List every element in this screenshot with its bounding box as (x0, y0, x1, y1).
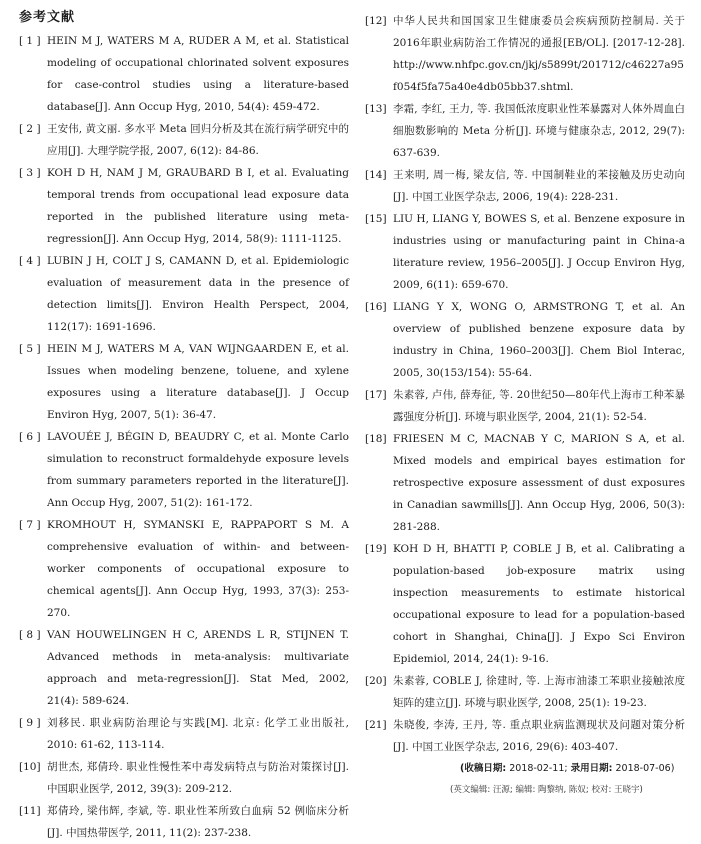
reference-text: 中华人民共和国国家卫生健康委员会疾病预防控制局. 关于2016年职业病防治工作情况的通报[EB/OL]. [2017-12-28]. http://www.nhfpc.gov.cn/jkj/s5899t/201712/c46227a95f054f5fa75a40e4db05bb37.shtml. (393, 15, 685, 93)
reference-text: VAN HOUWELINGEN H C, ARENDS L R, STIJNEN T. Advanced methods in meta-analysis: multivariate approach and meta-regression[J]. Stat Med, 2002, 21(4): 589-624. (47, 629, 349, 707)
reference-number: [21] (365, 719, 387, 731)
reference-number: [19] (365, 543, 387, 555)
reference-item (19, 514, 349, 624)
references-left-column (19, 30, 349, 844)
reference-number: [11] (19, 805, 41, 817)
reference-text: FRIESEN M C, MACNAB Y C, MARION S A, et al. Mixed models and empirical bayes estimation for retrospective exposure assessment of dust exposures in Canadian sawmills[J]. Ann Occup Hyg, 2006, 50(3): 281-288. (393, 433, 685, 533)
reference-text: KOH D H, BHATTI P, COBLE J B, et al. Calibrating a population-based job-exposure matrix using inspection measurements to estimate historical occupational exposure to lead for a population-based cohort in Shanghai, China[J]. J Expo Sci Environ Epidemiol, 2014, 24(1): 9-16. (393, 543, 685, 665)
reference-item (365, 208, 685, 296)
reference-number: [14] (365, 169, 387, 181)
reference-item (365, 714, 685, 758)
reference-text: KROMHOUT H, SYMANSKI E, RAPPAPORT S M. A comprehensive evaluation of within- and between-worker components of occupational exposure to chemical agents[J]. Ann Occup Hyg, 1993, 37(3): 253-270. (47, 519, 349, 619)
reference-text: 王安伟, 黄文丽. 多水平 Meta 回归分析及其在流行病学研究中的应用[J]. 大理学院学报, 2007, 6(12): 84-86. (47, 123, 349, 157)
reference-number: [18] (365, 433, 387, 445)
accepted-label: 录用日期: (570, 763, 613, 774)
reference-number: [ 6 ] (19, 431, 41, 443)
reference-text: LIANG Y X, WONG O, ARMSTRONG T, et al. An overview of published benzene exposure data by industry in China, 1960–2003[J]. Chem Biol Interac, 2005, 30(153/154): 55-64. (393, 301, 685, 379)
received-label: (收稿日期: (460, 763, 507, 774)
reference-text: KOH D H, NAM J M, GRAUBARD B I, et al. Evaluating temporal trends from occupational lead exposure data reported in the published literature using meta-regression[J]. Ann Occup Hyg, 2014, 58(9): 1111-1125. (47, 167, 349, 245)
reference-item (19, 800, 349, 844)
accepted-date: 2018-07-06) (615, 763, 675, 774)
reference-item (19, 30, 349, 118)
reference-text: 郑倩玲, 梁伟辉, 李斌, 等. 职业性苯所致白血病 52 例临床分析[J]. 中国热带医学, 2011, 11(2): 237-238. (47, 805, 349, 839)
reference-number: [ 8 ] (19, 629, 41, 641)
received-date: 2018-02-11; (509, 763, 568, 774)
reference-item (365, 670, 685, 714)
reference-item (365, 384, 685, 428)
reference-number: [12] (365, 15, 387, 27)
reference-text: LIU H, LIANG Y, BOWES S, et al. Benzene exposure in industries using or manufacturing paint in China-a literature review, 1956–2005[J]. J Occup Environ Hyg, 2009, 6(11): 659-670. (393, 213, 685, 291)
reference-number: [15] (365, 213, 387, 225)
reference-item (19, 118, 349, 162)
reference-item (19, 162, 349, 250)
reference-text: 朱素蓉, 卢伟, 薛寿征, 等. 20世纪50—80年代上海市工种苯暴露强度分析[J]. 环境与职业医学, 2004, 21(1): 52-54. (393, 389, 685, 423)
reference-number: [17] (365, 389, 387, 401)
reference-item (19, 712, 349, 756)
reference-item (365, 538, 685, 670)
reference-text: 王来明, 周一梅, 梁友信, 等. 中国制鞋业的苯接触及历史动向[J]. 中国工业医学杂志, 2006, 19(4): 228-231. (393, 169, 685, 203)
references-heading: 参考文献 (19, 10, 76, 25)
reference-number: [20] (365, 675, 387, 687)
reference-text: LUBIN J H, COLT J S, CAMANN D, et al. Epidemiologic evaluation of measurement data in the presence of detection limits[J]. Environ Health Perspect, 2004, 112(17): 1691-1696. (47, 255, 349, 333)
reference-text: 朱晓俊, 李涛, 王丹, 等. 重点职业病监测现状及问题对策分析[J]. 中国工业医学杂志, 2016, 29(6): 403-407. (393, 719, 685, 753)
reference-number: [ 2 ] (19, 123, 41, 135)
reference-item (19, 624, 349, 712)
reference-number: [ 7 ] (19, 519, 41, 531)
editor-credits: (英文编辑: 汪源; 编辑: 陶黎纳, 陈奴; 校对: 王晓宇) (450, 785, 643, 795)
reference-text: 胡世杰, 郑倩玲. 职业性慢性苯中毒发病特点与防治对策探讨[J]. 中国职业医学, 2012, 39(3): 209-212. (47, 761, 349, 795)
reference-number: [ 3 ] (19, 167, 41, 179)
reference-text: 朱素蓉, COBLE J, 徐建时, 等. 上海市油漆工苯职业接触浓度矩阵的建立[J]. 环境与职业医学, 2008, 25(1): 19-23. (393, 675, 685, 709)
reference-text: LAVOUÉE J, BÉGIN D, BEAUDRY C, et al. Monte Carlo simulation to reconstruct formaldehyde exposure levels from summary parameters reported in the literature[J]. Ann Occup Hyg, 2007, 51(2): 161-172. (47, 431, 349, 509)
reference-number: [ 9 ] (19, 717, 41, 729)
reference-text: HEIN M J, WATERS M A, RUDER A M, et al. Statistical modeling of occupational chlorinated solvent exposures for case-control studies using a literature-based database[J]. Ann Occup Hyg, 2010, 54(4): 459-472. (47, 35, 349, 113)
reference-number: [ 5 ] (19, 343, 41, 355)
reference-item (365, 164, 685, 208)
reference-number: [ 1 ] (19, 35, 41, 47)
reference-number: [13] (365, 103, 387, 115)
reference-text: HEIN M J, WATERS M A, VAN WIJNGAARDEN E, et al. Issues when modeling benzene, toluene, and xylene exposures using a literature database[J]. J Occup Environ Hyg, 2007, 5(1): 36-47. (47, 343, 349, 421)
reference-text: 李霜, 李红, 王力, 等. 我国低浓度职业性苯暴露对人体外周血白细胞数影响的 Meta 分析[J]. 环境与健康杂志, 2012, 29(7): 637-639. (393, 103, 685, 159)
reference-item (365, 10, 685, 98)
reference-number: [10] (19, 761, 41, 773)
reference-item (19, 338, 349, 426)
reference-item (365, 428, 685, 538)
reference-item (365, 98, 685, 164)
reference-item (19, 756, 349, 800)
reference-number: [16] (365, 301, 387, 313)
reference-item (19, 250, 349, 338)
reference-text: 刘移民. 职业病防治理论与实践[M]. 北京: 化学工业出版社, 2010: 61-62, 113-114. (47, 717, 349, 751)
reference-number: [ 4 ] (19, 255, 41, 267)
reference-item (365, 296, 685, 384)
submission-dates (460, 760, 674, 774)
reference-item (19, 426, 349, 514)
references-right-column (365, 10, 685, 758)
